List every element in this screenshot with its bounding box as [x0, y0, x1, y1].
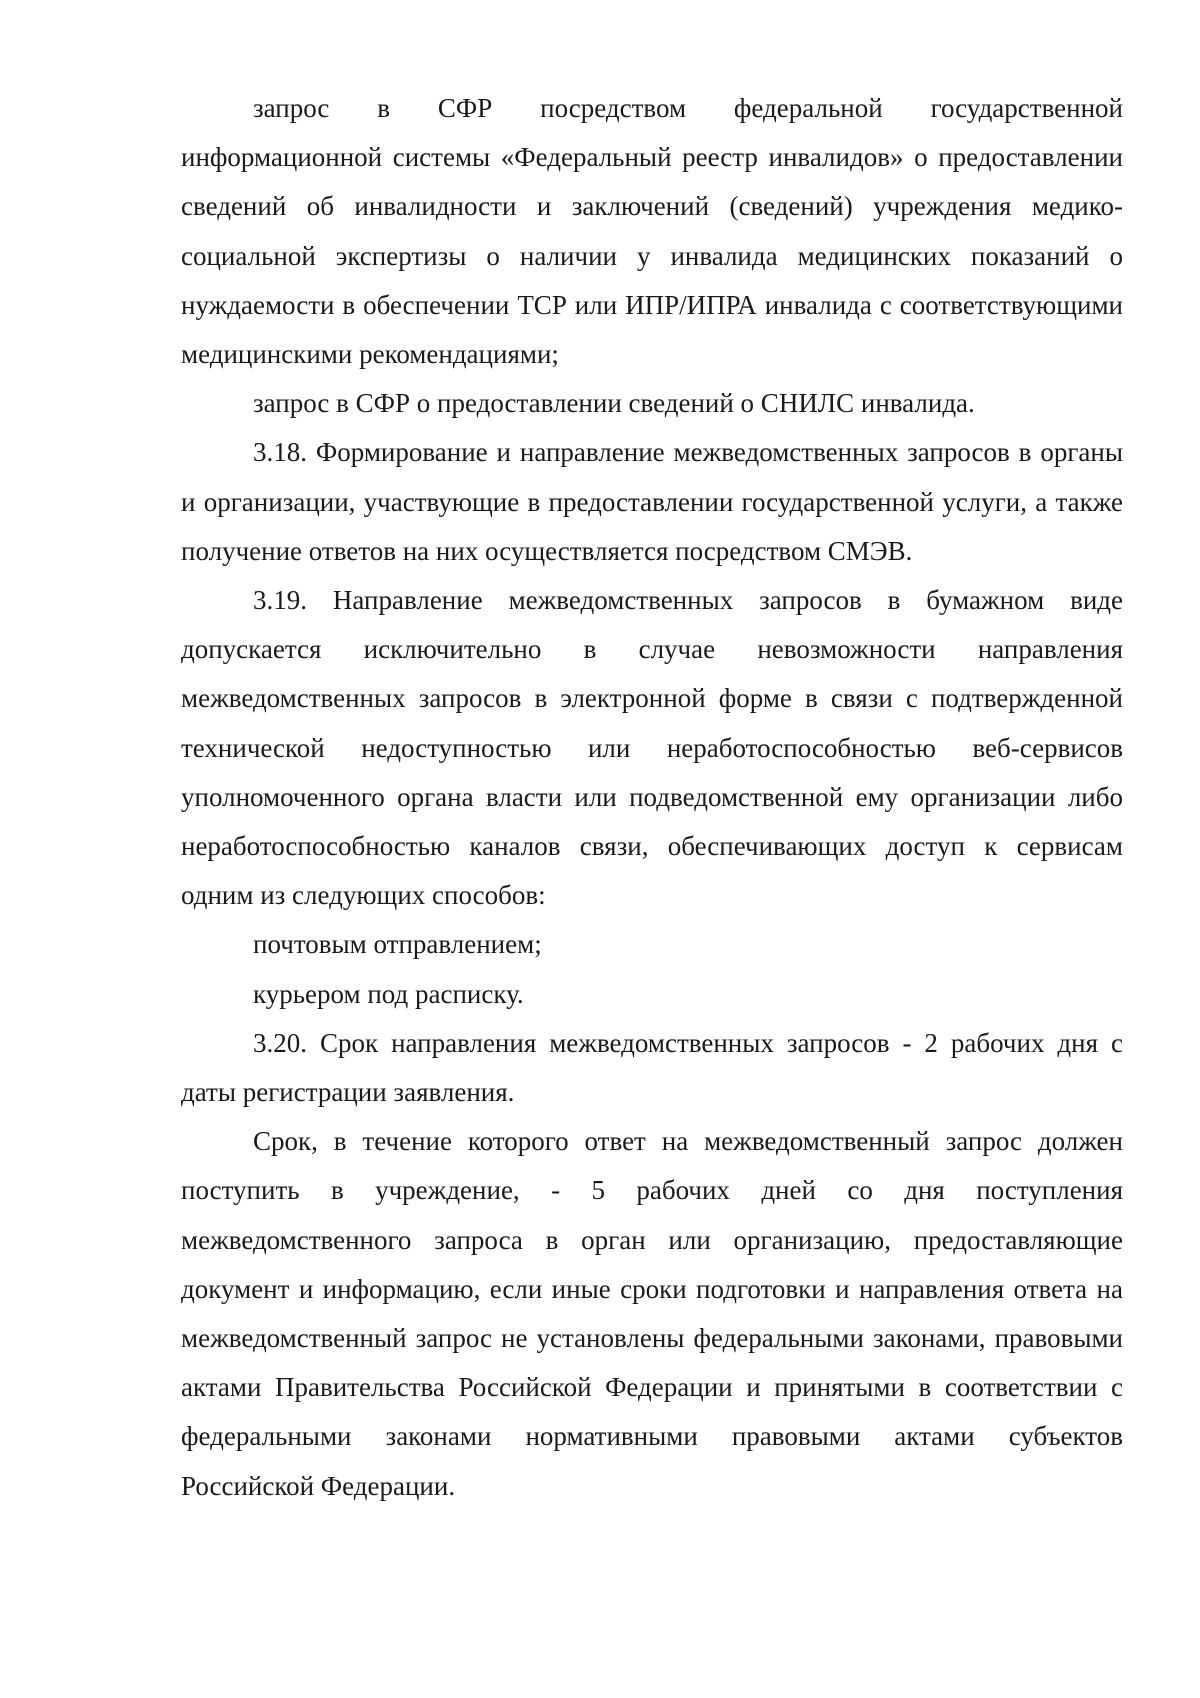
paragraph-response-deadline: Срок, в течение которого ответ на межведомственный запрос должен поступить в учреждение, - 5 рабочих дней со дня поступления межведомственного запроса в орган или организацию, предоставляющие документ и информацию, если иные сроки подготовки и направления ответа на межведомственный запрос не установлены федеральными законами, правовыми актами Правительства Российской Федерации и принятыми в соответствии с федеральными законами нормативными правовыми актами субъектов Российской Федерации. — [181, 1126, 1123, 1501]
paragraph-sfr-snils-request: запрос в СФР о предоставлении сведений о СНИЛС инвалида. — [253, 388, 975, 419]
paragraph-sfr-disability-request: запрос в СФР посредством федеральной государственной информационной системы «Федеральный реестр инвалидов» о предоставлении сведений об инвалидности и заключений (сведений) учреждения медико-социальной экспертизы о наличии у инвалида медицинских показаний о нуждаемости в обеспечении ТСР или ИПР/ИПРА инвалида с соответствующими медицинскими рекомендациями; — [181, 93, 1123, 370]
list-item-postal: почтовым отправлением; — [253, 929, 542, 960]
paragraph-3-20: 3.20. Срок направления межведомственных запросов - 2 рабочих дня с даты регистрации заявления. — [181, 1027, 1123, 1108]
paragraph-3-19: 3.19. Направление межведомственных запросов в бумажном виде допускается исключительно в случае невозможности направления межведомственных запросов в электронной форме в связи с подтвержденной технической недоступностью или неработоспособностью веб-сервисов уполномоченного органа власти или подведомственной ему организации либо неработоспособностью каналов связи, обеспечивающих доступ к сервисам одним из следующих способов: — [181, 585, 1123, 911]
document-body — [181, 84, 1123, 1511]
list-item-courier: курьером под расписку. — [253, 978, 524, 1009]
paragraph-3-18: 3.18. Формирование и направление межведомственных запросов в органы и организации, участвующие в предоставлении государственной услуги, а также получение ответов на них осуществляется посредством СМЭВ. — [181, 437, 1123, 566]
